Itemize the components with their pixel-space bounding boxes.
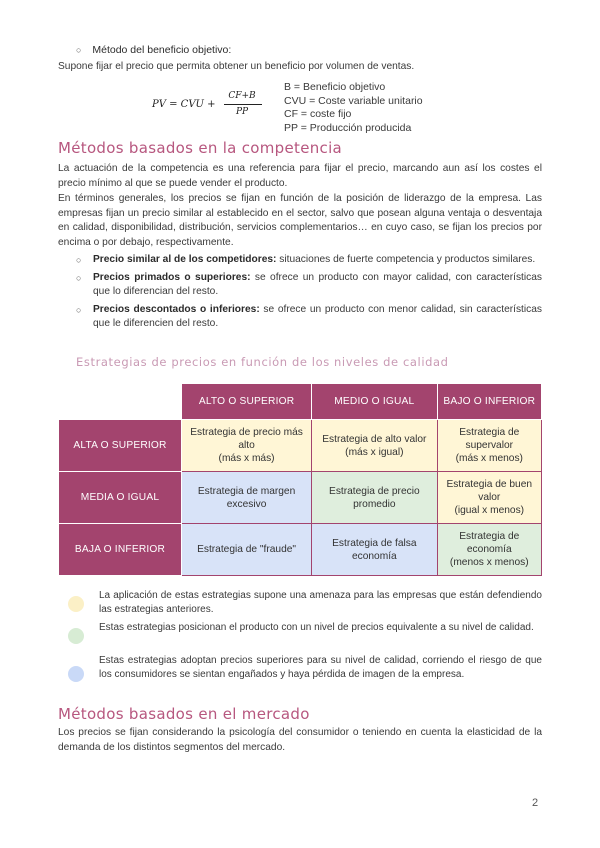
- matrix-row-header: MEDIA O IGUAL: [59, 472, 182, 524]
- matrix-row-header: ALTA O SUPERIOR: [59, 420, 182, 472]
- bullet-circle-icon: ○: [76, 304, 82, 315]
- market-heading: Métodos basados en el mercado: [58, 705, 310, 723]
- legend-green-dot-icon: [68, 628, 84, 644]
- competition-paragraph-2: En términos generales, los precios se fijan en función de la posición de liderazgo de la empresa. Las empresas fijan un precio similar al establecido en el sector, salvo que posean alguna ventaja o desventaja en calidad, disponibilidad, distribución, servicios complementarios… en cuyo caso, se fijan los precios por encima o por debajo, respectivamente.: [58, 193, 542, 248]
- competition-bullet-list: [76, 253, 542, 332]
- formula-lhs: PV = CVU +: [152, 99, 216, 110]
- formula-legend-line: B = Beneficio objetivo: [284, 81, 386, 93]
- strategies-subheading: Estrategias de precios en función de los niveles de calidad: [76, 355, 449, 369]
- legend-blue-dot-icon: [68, 666, 84, 682]
- objective-method-text: Supone fijar el precio que permita obtener un beneficio por volumen de ventas.: [58, 61, 415, 72]
- formula-legend-line: PP = Producción producida: [284, 121, 412, 134]
- objective-method-title-row: [76, 44, 231, 56]
- matrix-col-header: ALTO O SUPERIOR: [182, 384, 312, 420]
- bullet-title: Precios descontados o inferiores:: [93, 303, 260, 315]
- matrix-cell-economy: Estrategia de economía (menos x menos): [437, 524, 541, 576]
- legend-yellow-text: La aplicación de estas estrategias supone una amenaza para las empresas que están defendiendo las estrategias anteriores.: [99, 590, 542, 615]
- matrix-cell-high-value: Estrategia de alto valor (más x igual): [312, 420, 437, 472]
- legend-blue-text: Estas estrategias adoptan precios superiores para su nivel de calidad, corriendo el riesgo de que los consumidores se sientan engañados y haya pérdida de imagen de la empresa.: [99, 655, 542, 680]
- bullet-circle-icon: ○: [76, 255, 82, 265]
- list-item: [76, 253, 542, 268]
- matrix-cell-false-economy: Estrategia de falsa economía: [312, 524, 437, 576]
- matrix-row-header: BAJA O INFERIOR: [59, 524, 182, 576]
- bullet-title: Precios primados o superiores:: [93, 271, 251, 283]
- legend-green-text: Estas estrategias posicionan el producto con un nivel de precios equivalente a su nivel de calidad.: [99, 622, 534, 633]
- matrix-cell-good-value: Estrategia de buen valor (igual x menos): [437, 472, 541, 524]
- competition-heading: Métodos basados en la competencia: [58, 139, 343, 157]
- bullet-text: situaciones de fuerte competencia y productos similares.: [276, 254, 536, 265]
- matrix-cell-highest-price: Estrategia de precio más alto (más x más): [182, 420, 312, 472]
- bullet-text: se ofrece un producto con menor calidad, sin características que le diferencien del resto.: [93, 303, 542, 330]
- page-number: 2: [532, 797, 539, 809]
- bullet-circle-icon: ○: [76, 272, 82, 283]
- matrix-cell-excessive-margin: Estrategia de margen excesivo: [182, 472, 312, 524]
- formula-numerator: CF+B: [228, 91, 256, 101]
- market-text: Los precios se fijan considerando la psicología del consumidor o teniendo en cuenta la elasticidad de la demanda de los distintos segmentos del mercado.: [58, 727, 542, 753]
- formula-fraction-bar: [224, 104, 262, 105]
- list-item: [76, 303, 542, 332]
- formula-denominator: PP: [235, 107, 249, 117]
- matrix-col-header: BAJO O INFERIOR: [437, 384, 541, 420]
- legend-yellow-dot-icon: [68, 596, 84, 612]
- matrix-corner: [59, 384, 182, 420]
- competition-paragraph-1: La actuación de la competencia es una referencia para fijar el precio, marcando aun así los costes el precio mínimo al que se puede vender el producto.: [58, 163, 542, 189]
- formula-legend-line: CVU = Coste variable unitario: [284, 94, 423, 107]
- matrix-cell-fraud: Estrategia de "fraude": [182, 524, 312, 576]
- strategy-matrix: [58, 383, 542, 576]
- list-item: [76, 271, 542, 300]
- formula-legend: [284, 81, 423, 135]
- matrix-col-header: MEDIO O IGUAL: [312, 384, 437, 420]
- bullet-circle-icon: ○: [76, 45, 82, 55]
- bullet-title: Precio similar al de los competidores:: [93, 254, 277, 265]
- formula-legend-line: CF = coste fijo: [284, 108, 352, 120]
- matrix-cell-average-price: Estrategia de precio promedio: [312, 472, 437, 524]
- objective-method-title: Método del beneficio objetivo:: [92, 44, 232, 56]
- matrix-cell-supervalue: Estrategia de supervalor (más x menos): [437, 420, 541, 472]
- bullet-text: se ofrece un producto con mayor calidad, con características que lo diferencian del resto.: [93, 271, 542, 298]
